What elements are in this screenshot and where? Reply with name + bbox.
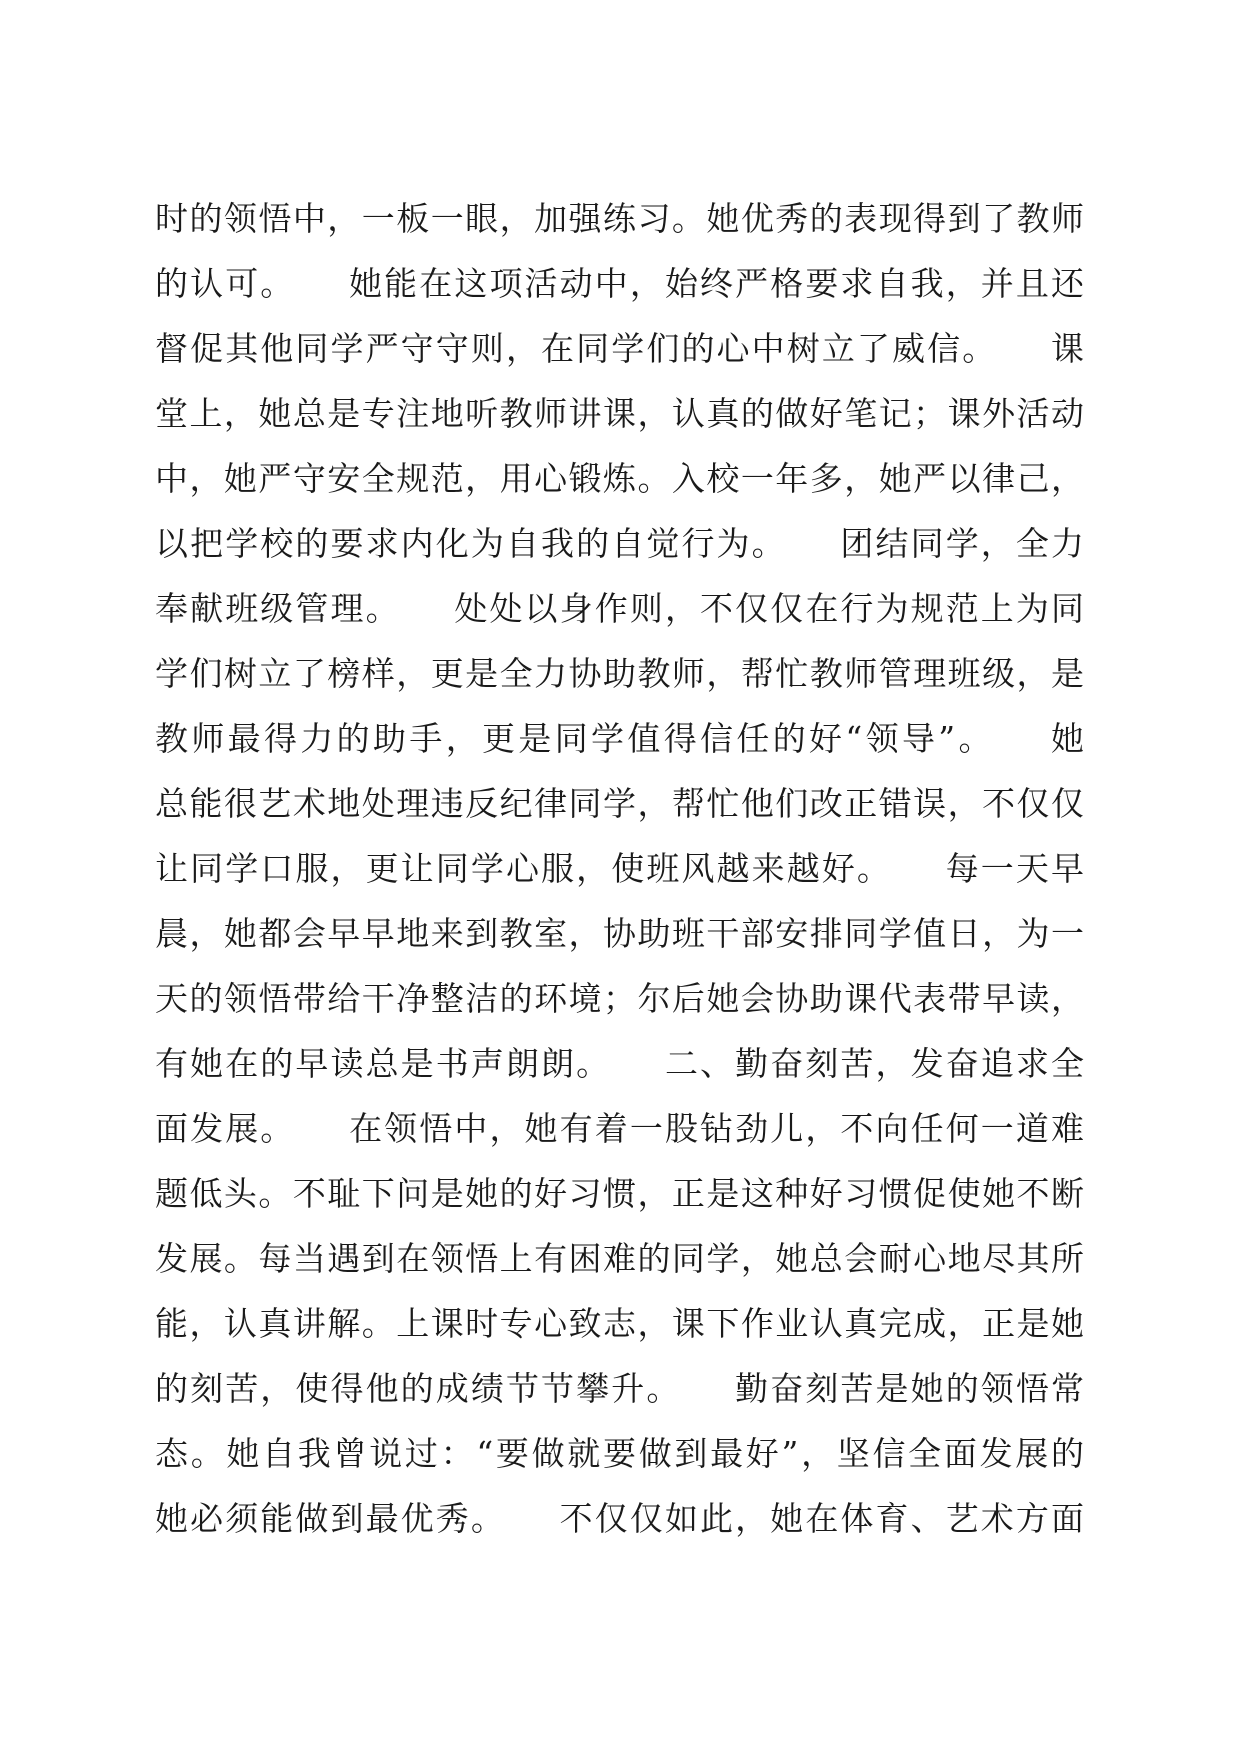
text-line: 中，她严守安全规范，用心锻炼。入校一年多，她严以律己， bbox=[155, 459, 1085, 498]
text-line: 有她在的早读总是书声朗朗。 二、勤奋刻苦，发奋追求全 bbox=[155, 1044, 1085, 1083]
text-line: 堂上，她总是专注地听教师讲课，认真的做好笔记；课外活动 bbox=[155, 394, 1085, 433]
text-line: 时的领悟中，一板一眼，加强练习。她优秀的表现得到了教师 bbox=[155, 199, 1085, 238]
text-line: 奉献班级管理。 处处以身作则，不仅仅在行为规范上为同 bbox=[155, 589, 1085, 628]
text-line: 题低头。不耻下问是她的好习惯，正是这种好习惯促使她不断 bbox=[155, 1174, 1085, 1213]
text-line: 以把学校的要求内化为自我的自觉行为。 团结同学，全力 bbox=[155, 524, 1085, 563]
text-line: 总能很艺术地处理违反纪律同学，帮忙他们改正错误，不仅仅 bbox=[155, 784, 1085, 823]
text-line: 督促其他同学严守守则，在同学们的心中树立了威信。 课 bbox=[155, 329, 1085, 368]
text-line: 学们树立了榜样，更是全力协助教师，帮忙教师管理班级，是 bbox=[155, 654, 1085, 693]
text-line: 态。她自我曾说过：“要做就要做到最好”，坚信全面发展的 bbox=[155, 1434, 1085, 1473]
text-line: 的认可。 她能在这项活动中，始终严格要求自我，并且还 bbox=[155, 264, 1085, 303]
text-line: 的刻苦，使得他的成绩节节攀升。 勤奋刻苦是她的领悟常 bbox=[155, 1369, 1085, 1408]
text-line: 面发展。 在领悟中，她有着一股钻劲儿，不向任何一道难 bbox=[155, 1109, 1085, 1148]
text-line: 晨，她都会早早地来到教室，协助班干部安排同学值日，为一 bbox=[155, 914, 1085, 953]
text-line: 让同学口服，更让同学心服，使班风越来越好。 每一天早 bbox=[155, 849, 1085, 888]
text-line: 教师最得力的助手，更是同学值得信任的好“领导”。 她 bbox=[155, 719, 1085, 758]
text-line: 天的领悟带给干净整洁的环境；尔后她会协助课代表带早读， bbox=[155, 979, 1085, 1018]
text-line: 发展。每当遇到在领悟上有困难的同学，她总会耐心地尽其所 bbox=[155, 1239, 1085, 1278]
body-text bbox=[155, 186, 1085, 1551]
text-line: 她必须能做到最优秀。 不仅仅如此，她在体育、艺术方面 bbox=[155, 1499, 1085, 1538]
text-line: 能，认真讲解。上课时专心致志，课下作业认真完成，正是她 bbox=[155, 1304, 1085, 1343]
